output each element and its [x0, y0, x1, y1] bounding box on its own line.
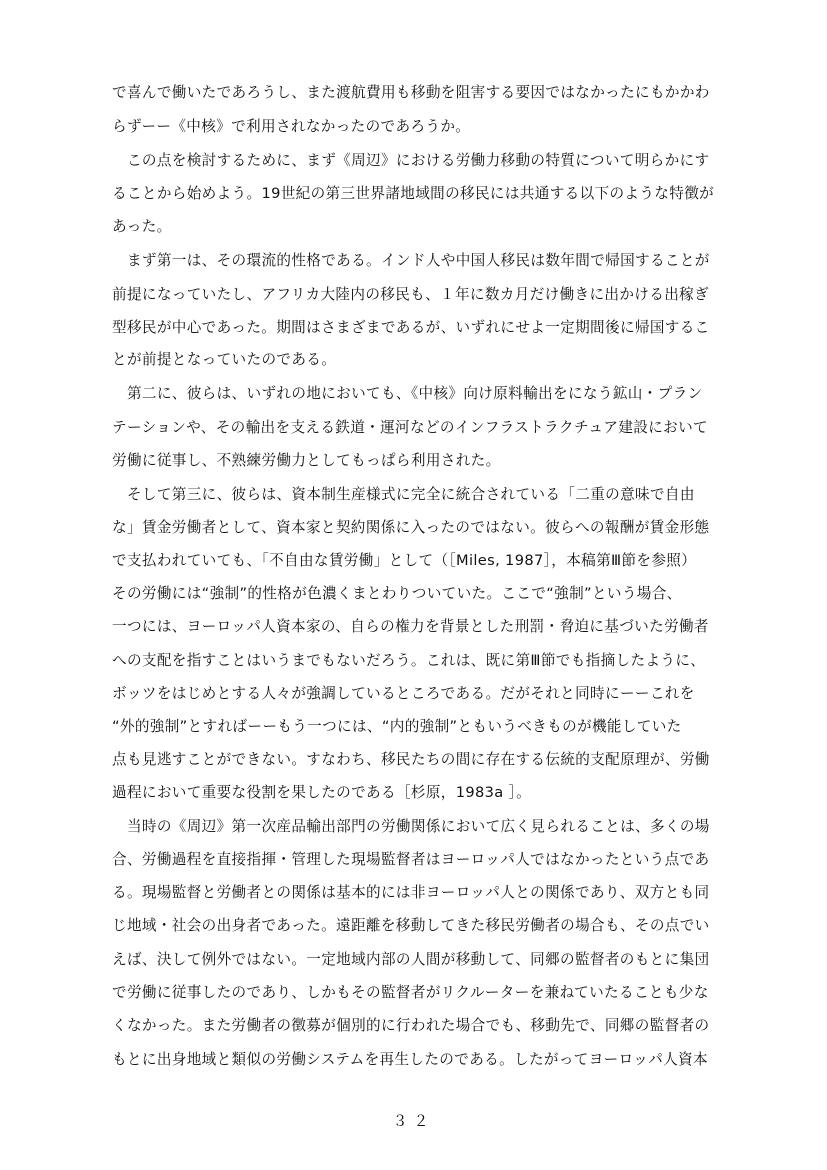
body-text-line: 点も見逃すことができない。すなわち、移民たちの間に存在する伝統的支配原理が、労働 — [112, 751, 710, 768]
body-text-line: ボッツをはじめとする人々が強調しているところである。だがそれと同時にーーこれを — [112, 685, 695, 702]
body-text-line: じ地域・社会の出身者であった。遠距離を移動してきた移民労働者の場合も、その点でい — [112, 917, 710, 934]
page-number: ３２ — [392, 1112, 435, 1130]
body-text-line: ることから始めよう。19世紀の第三世界諸地域間の移民には共通する以下のような特徴が — [112, 185, 715, 202]
body-text-line: テーションや、その輸出を支える鉄道・運河などのインフラストラクチュア建設において — [112, 419, 709, 436]
body-text-line: で支払われていても、「不自由な賃労働」として（［Miles, 1987］，本稿第Ⅲ節を参照） — [112, 552, 697, 569]
body-text-line: への支配を指すことはいうまでもないだろう。これは、既に第Ⅲ節でも指摘したように、 — [112, 652, 706, 669]
body-text-line: えば、決して例外ではない。一定地域内部の人間が移動して、同郷の監督者のもとに集団 — [112, 951, 710, 968]
body-text-line: もとに出身地域と類似の労働システムを再生したのである。したがってヨーロッパ人資本 — [112, 1051, 709, 1068]
body-text-line: 合、労働過程を直接指揮・管理した現場監督者はヨーロッパ人ではなかったという点であ — [112, 851, 710, 868]
body-text-line: 一つには、ヨーロッパ人資本家の、自らの権力を背景とした刑罰・脅迫に基づいた労働者 — [112, 618, 709, 635]
body-text-line: あった。 — [112, 218, 172, 235]
body-text-line: 前提になっていたし、アフリカ大陸内の移民も、１年に数カ月だけ働きに出かける出稼ぎ — [112, 286, 710, 303]
body-text-line: 第二に、彼らは、いずれの地においても、《中核》向け原料輸出をになう鉱山・プラン — [112, 385, 703, 402]
body-text-line: な」賃金労働者として、資本家と契約関係に入ったのではない。彼らへの報酬が賃金形態 — [112, 519, 710, 536]
body-text-line: らずーー《中核》で利用されなかったのであろうか。 — [112, 118, 471, 135]
body-text-line: る。現場監督と労働者との関係は基本的には非ヨーロッパ人との関係であり、双方とも同 — [112, 884, 710, 901]
body-text-line: この点を検討するために、まず《周辺》における労働力移動の特質について明らかにす — [112, 152, 710, 169]
body-text-line: その労働には“強制”的性格が色濃くまとわりついていた。ここで“強制”という場合、 — [112, 585, 682, 602]
body-text-line: とが前提となっていたのである。 — [112, 351, 337, 368]
body-text-line: “外的強制”とすればーーもう一つには、“内的強制”ともいうべきものが機能していた — [112, 718, 682, 735]
body-text-line: 労働に従事し、不熟練労働力としてもっぱら利用された。 — [112, 452, 501, 469]
body-text-line: 型移民が中心であった。期間はさまざまであるが、いずれにせよ一定期間後に帰国するこ — [112, 319, 710, 336]
body-text-line: で労働に従事したのであり、しかもその監督者がリクルーターを兼ねていたることも少な — [112, 984, 709, 1001]
body-text-line: で喜んで働いたであろうし、また渡航費用も移動を阻害する要因ではなかったにもかかわ — [112, 84, 710, 101]
body-text-line: くなかった。また労働者の徴募が個別的に行われた場合でも、移動先で、同郷の監督者の — [112, 1017, 710, 1034]
body-text-line: 当時の《周辺》第一次産品輸出部門の労働関係において広く見られることは、多くの場 — [112, 818, 710, 835]
body-text-line: そして第三に、彼らは、資本制生産様式に完全に統合されている「二重の意味で自由 — [112, 486, 695, 503]
body-text-line: まず第一は、その環流的性格である。インド人や中国人移民は数年間で帰国することが — [112, 252, 710, 269]
body-text-line: 過程において重要な役割を果したのである［杉原，1983a ］。 — [112, 784, 532, 801]
